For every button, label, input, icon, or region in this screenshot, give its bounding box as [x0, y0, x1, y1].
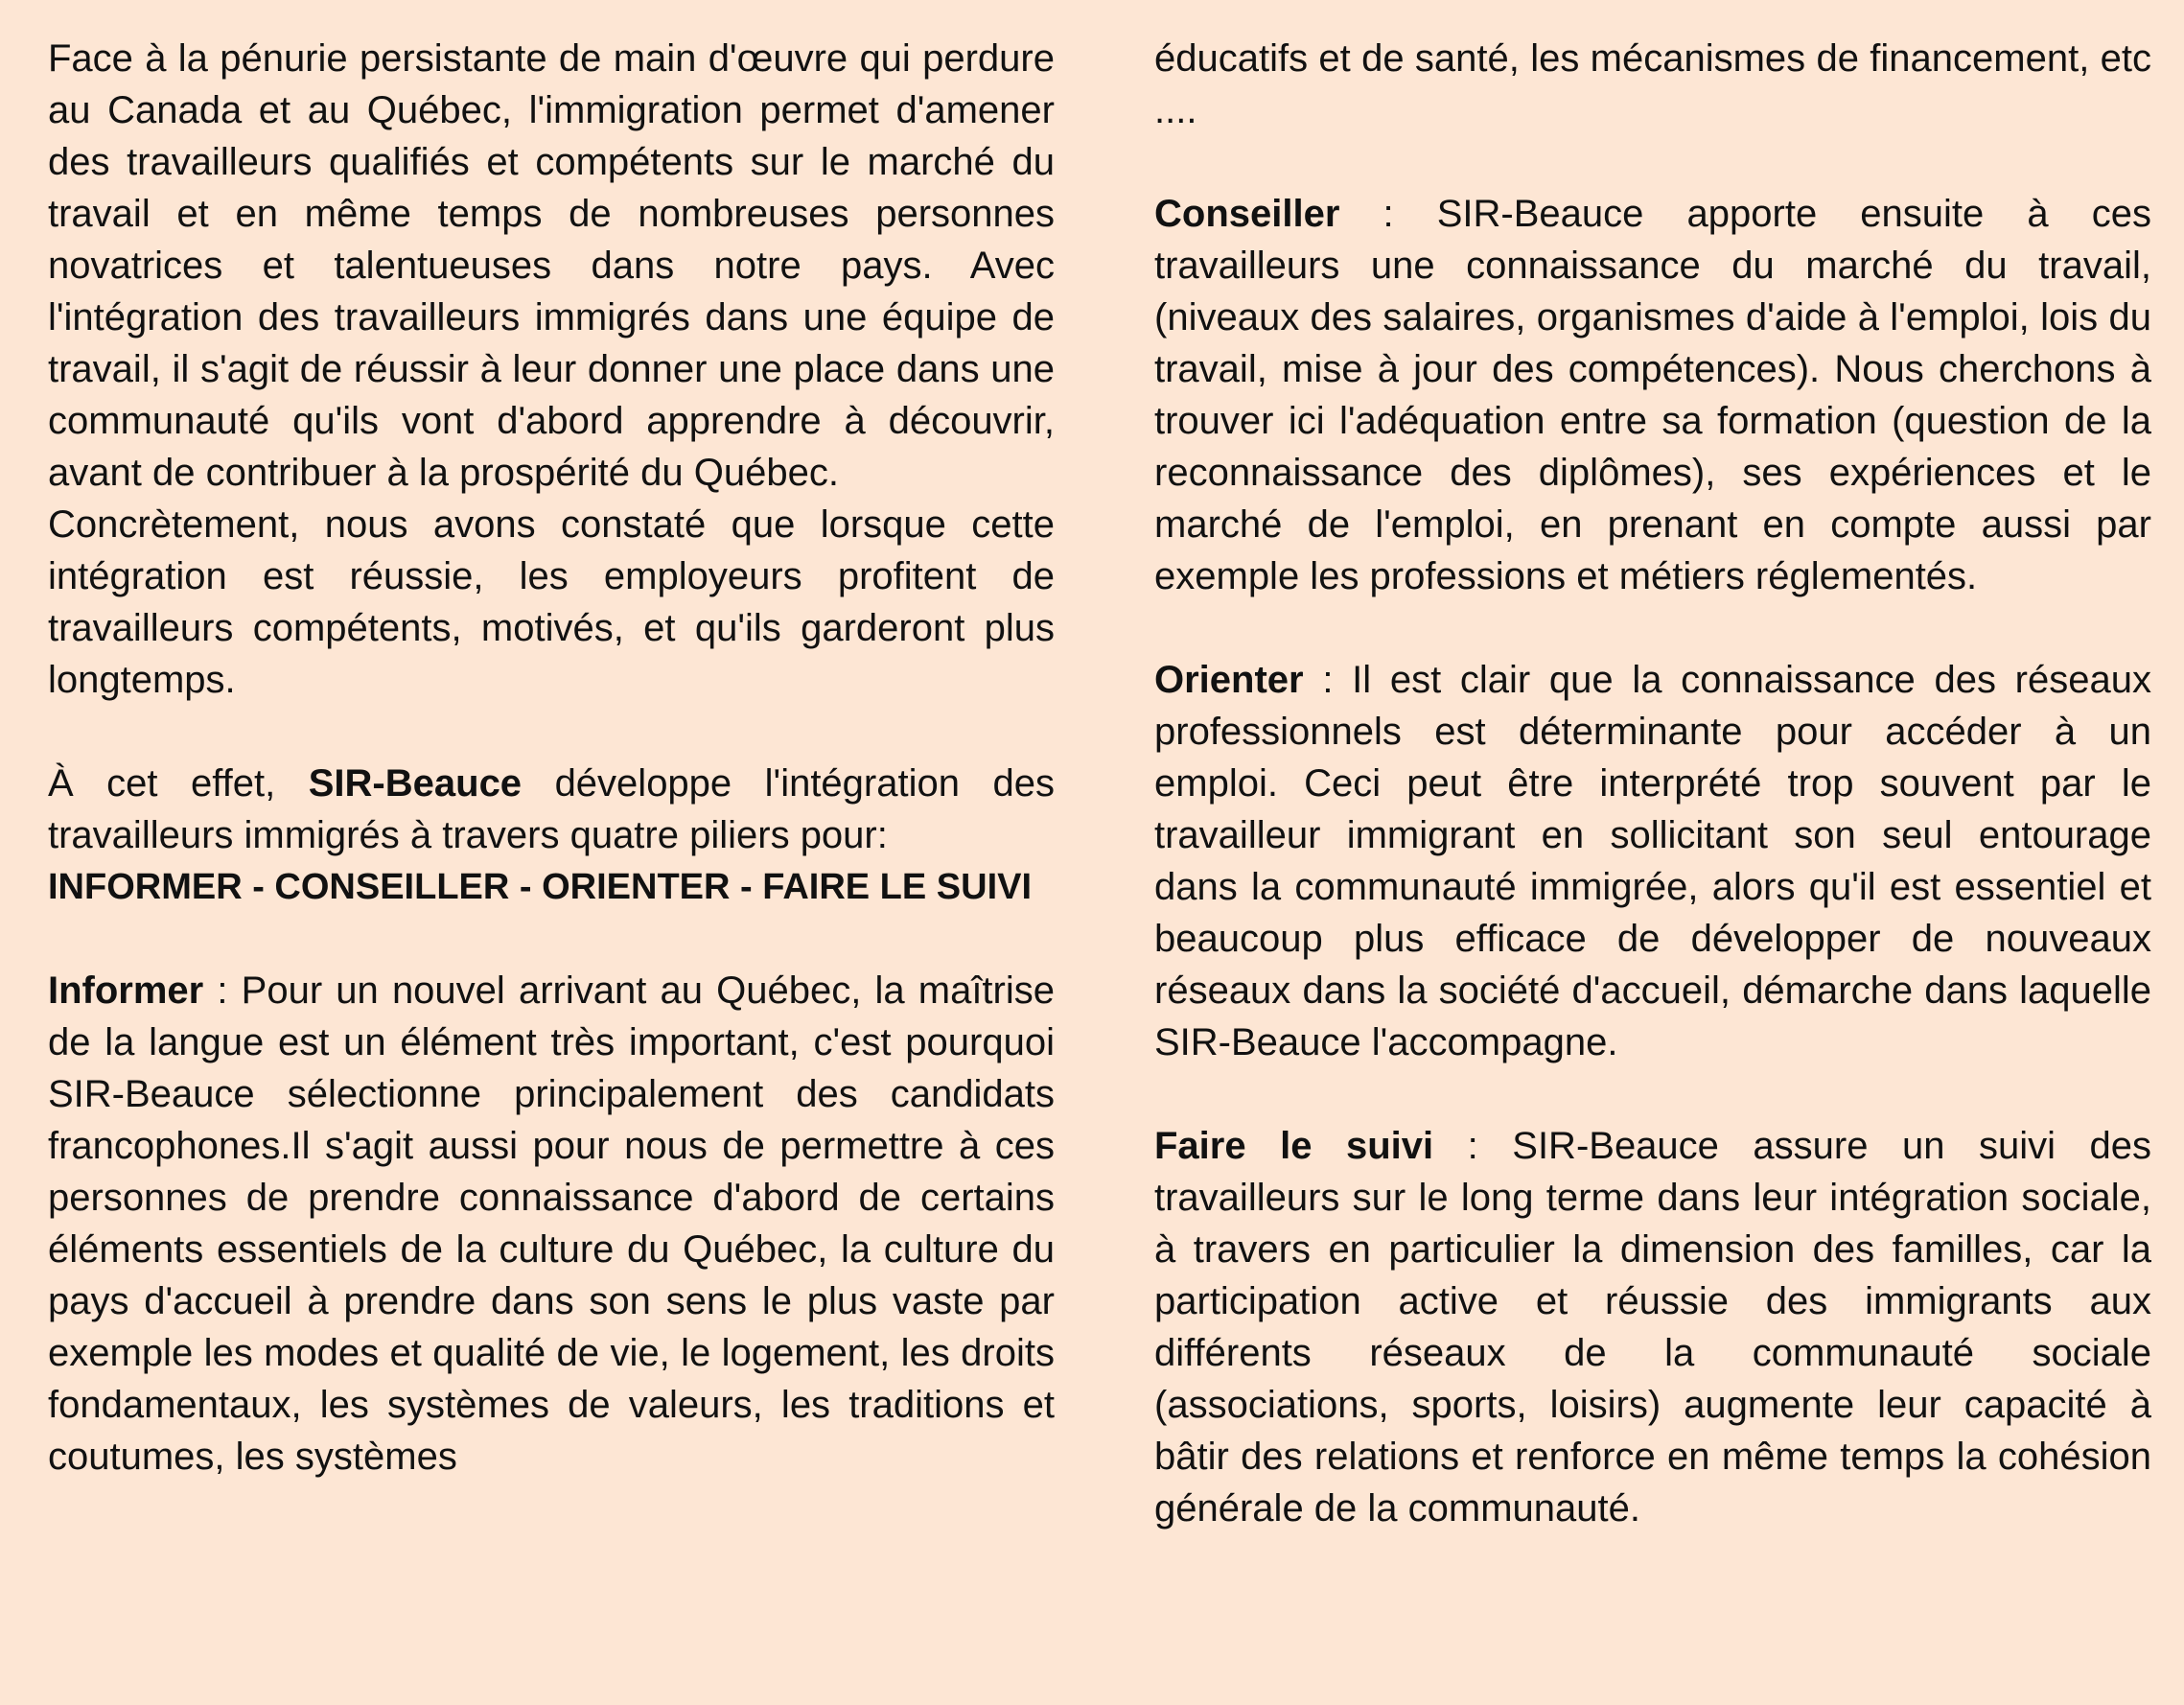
- spacer: [1154, 136, 2151, 188]
- effect-prefix: À cet effet,: [48, 762, 276, 805]
- suivi-text: : SIR-Beauce assure un suivi des travailleurs sur le long terme dans leur intégration sociale, à travers en particulier la dimension des familles, car la participation active et réussie des immigrants aux différents réseaux de la communauté sociale (associations, sports, loisirs) augmente leur capacité à bâtir des relations et renforce en même temps la cohésion générale de la communauté.: [1154, 1125, 2151, 1530]
- informer-text: : Pour un nouvel arrivant au Québec, la maîtrise de la langue est un élément très important, c'est pourquoi SIR-Beauce sélectionne principalement des candidats francophones.Il s'agit aussi pour nous de permettre à ces personnes de prendre connaissance d'abord de certains éléments essentiels de la culture du Québec, la culture du pays d'accueil à prendre dans son sens le plus vaste par exemple les modes et qualité de vie, le logement, les droits fondamentaux, les systèmes de valeurs, les traditions et coutumes, les systèmes: [48, 969, 1055, 1478]
- left-column: [48, 33, 1055, 1483]
- conseiller-text: : SIR-Beauce apporte ensuite à ces travailleurs une connaissance du marché du travail, (niveaux des salaires, organismes d'aide à l'emploi, lois du travail, mise à jour des compétences). Nous cherchons à trouver ici l'adéquation entre sa formation (question de la reconnaissance des diplômes), ses expériences et le marché de l'emploi, en prenant en compte aussi par exemple les professions et métiers réglementés.: [1154, 193, 2152, 597]
- conseiller-paragraph: [1154, 188, 2151, 602]
- informer-continuation: éducatifs et de santé, les mécanismes de financement, etc ....: [1154, 37, 2151, 131]
- effect-rest: développe l'intégration des travailleurs immigrés à travers quatre piliers pour:: [48, 762, 1055, 856]
- informer-title: Informer: [48, 969, 204, 1012]
- org-name: SIR-Beauce: [308, 762, 523, 805]
- concretely-paragraph: Concrètement, nous avons constaté que lorsque cette intégration est réussie, les employeurs profitent de travailleurs compétents, motivés, et qu'ils garderont plus longtemps.: [48, 503, 1055, 701]
- intro-paragraph: Face à la pénurie persistante de main d'œuvre qui perdure au Canada et au Québec, l'immigration permet d'amener des travailleurs qualifiés et compétents sur le marché du travail et en même temps de nombreuses personnes novatrices et talentueuses dans notre pays. Avec l'intégration des travailleurs immigrés dans une équipe de travail, il s'agit de réussir à leur donner une place dans une communauté qu'ils vont d'abord apprendre à découvrir, avant de contribuer à la prospérité du Québec.: [48, 37, 1055, 494]
- effect-paragraph: [48, 758, 1055, 861]
- spacer: [48, 913, 1055, 965]
- suivi-paragraph: [1154, 1120, 2151, 1534]
- suivi-title: Faire le suivi: [1154, 1125, 1434, 1167]
- orienter-paragraph: [1154, 654, 2151, 1068]
- spacer: [1154, 602, 2151, 654]
- spacer: [48, 706, 1055, 758]
- pillars-heading: INFORMER - CONSEILLER - ORIENTER - FAIRE LE SUIVI: [48, 867, 1033, 907]
- orienter-title: Orienter: [1154, 659, 1304, 701]
- spacer: [1154, 1068, 2151, 1120]
- right-column: [1154, 33, 2151, 1534]
- orienter-text: : Il est clair que la connaissance des réseaux professionnels est déterminante pour accéder à un emploi. Ceci peut être interprété trop souvent par le travailleur immigrant en sollicitant son seul entourage dans la communauté immigrée, alors qu'il est essentiel et beaucoup plus efficace de développer de nouveaux réseaux dans la société d'accueil, démarche dans laquelle SIR-Beauce l'accompagne.: [1154, 659, 2151, 1063]
- conseiller-title: Conseiller: [1154, 193, 1340, 235]
- informer-paragraph: [48, 965, 1055, 1483]
